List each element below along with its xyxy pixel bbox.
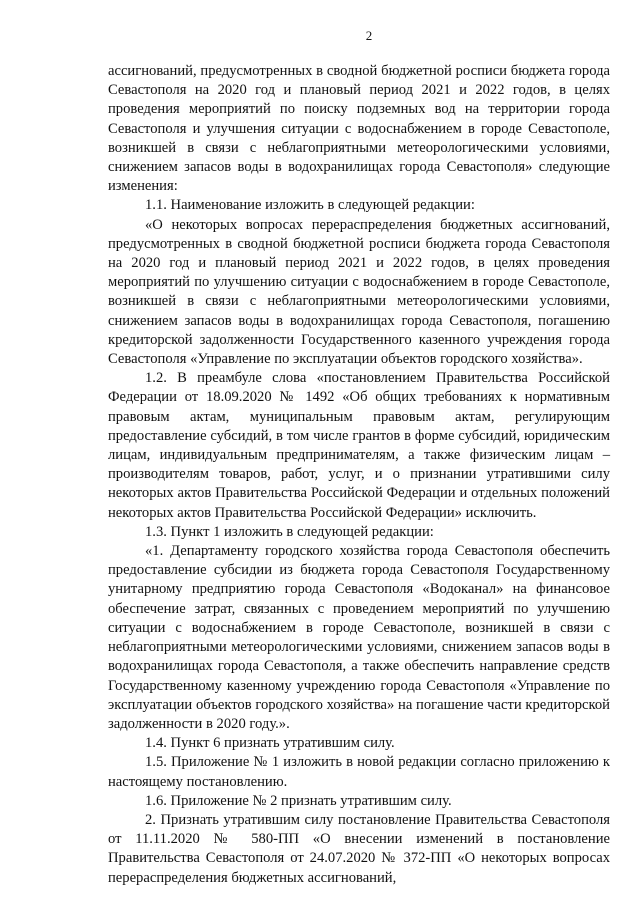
paragraph-1-6: 1.6. Приложение № 2 признать утратившим силу. [145, 792, 452, 809]
paragraph-1-5: 1.5. Приложение № 1 изложить в новой редакции согласно приложению к настоящему постановлению. [108, 754, 610, 790]
paragraph-continuation: ассигнований, предусмотренных в сводной бюджетной росписи бюджета города Севастополя на 2020 год и плановый период 2021 и 2022 годов, в целях проведения мероприятий по поиску подземных вод на территории города Севастополя и улучшения ситуации с водоснабжением в городе Севастополе, возникшей в связи с неблагоприятными метеорологическими условиями, снижением запасов воды в водохранилищах города Севастополя» следующие изменения: [108, 63, 610, 195]
paragraph-1-4: 1.4. Пункт 6 признать утратившим силу. [145, 735, 395, 752]
page-number: 2 [365, 28, 373, 43]
paragraph-point-1-text: «1. Департаменту городского хозяйства города Севастополя обеспечить предоставление субсидии из бюджета города Севастополя Государственному унитарному предприятию города Севастополя «Водоканал» на финансовое обеспечение затрат, связанных с проведением мероприятий по улучшению ситуации с водоснабжением в городе Севастополе, возникшей в связи с неблагоприятными метеорологическими условиями, снижением запасов воды в водохранилищах города Севастополя, а также обеспечить направление средств Государственному казенному учреждению города Севастополя «Управление по эксплуатации объектов городского хозяйства» на погашение части кредиторской задолженности в 2020 году.». [108, 543, 610, 732]
paragraph-1-3: 1.3. Пункт 1 изложить в следующей редакции: [145, 523, 434, 540]
paragraph-new-title: «О некоторых вопросах перераспределения бюджетных ассигнований, предусмотренных в сводной бюджетной росписи бюджета города Севастополя на 2020 год и плановый период 2021 и 2022 годов, в целях проведения мероприятий по улучшению ситуации с водоснабжением в городе Севастополе, возникшей в связи с неблагоприятными метеорологическими условиями, снижением запасов воды в водохранилищах города Севастополя, погашению кредиторской задолженности Государственного казенного учреждения города Севастополя «Управление по эксплуатации объектов городского хозяйства». [108, 216, 610, 368]
paragraph-1-1: 1.1. Наименование изложить в следующей редакции: [145, 197, 475, 214]
paragraph-2: 2. Признать утратившим силу постановление Правительства Севастополя от 11.11.2020 № 580-ПП «О внесении изменений в постановление Правительства Севастополя от 24.07.2020 № 372-ПП «О некоторых вопросах перераспределения бюджетных ассигнований, [108, 811, 610, 886]
paragraph-1-2: 1.2. В преамбуле слова «постановлением Правительства Российской Федерации от 18.09.2020 № 1492 «Об общих требованиях к нормативным правовым актам, муниципальным правовым актам, регулирующим предоставление субсидий, в том числе грантов в форме субсидий, юридическим лицам, индивидуальным предпринимателям, а также физическим лицам – производителям товаров, работ, услуг, и о признании утратившими силу некоторых актов Правительства Российской Федерации и отдельных положений некоторых актов Правительства Российской Федерации» исключить. [108, 370, 610, 521]
